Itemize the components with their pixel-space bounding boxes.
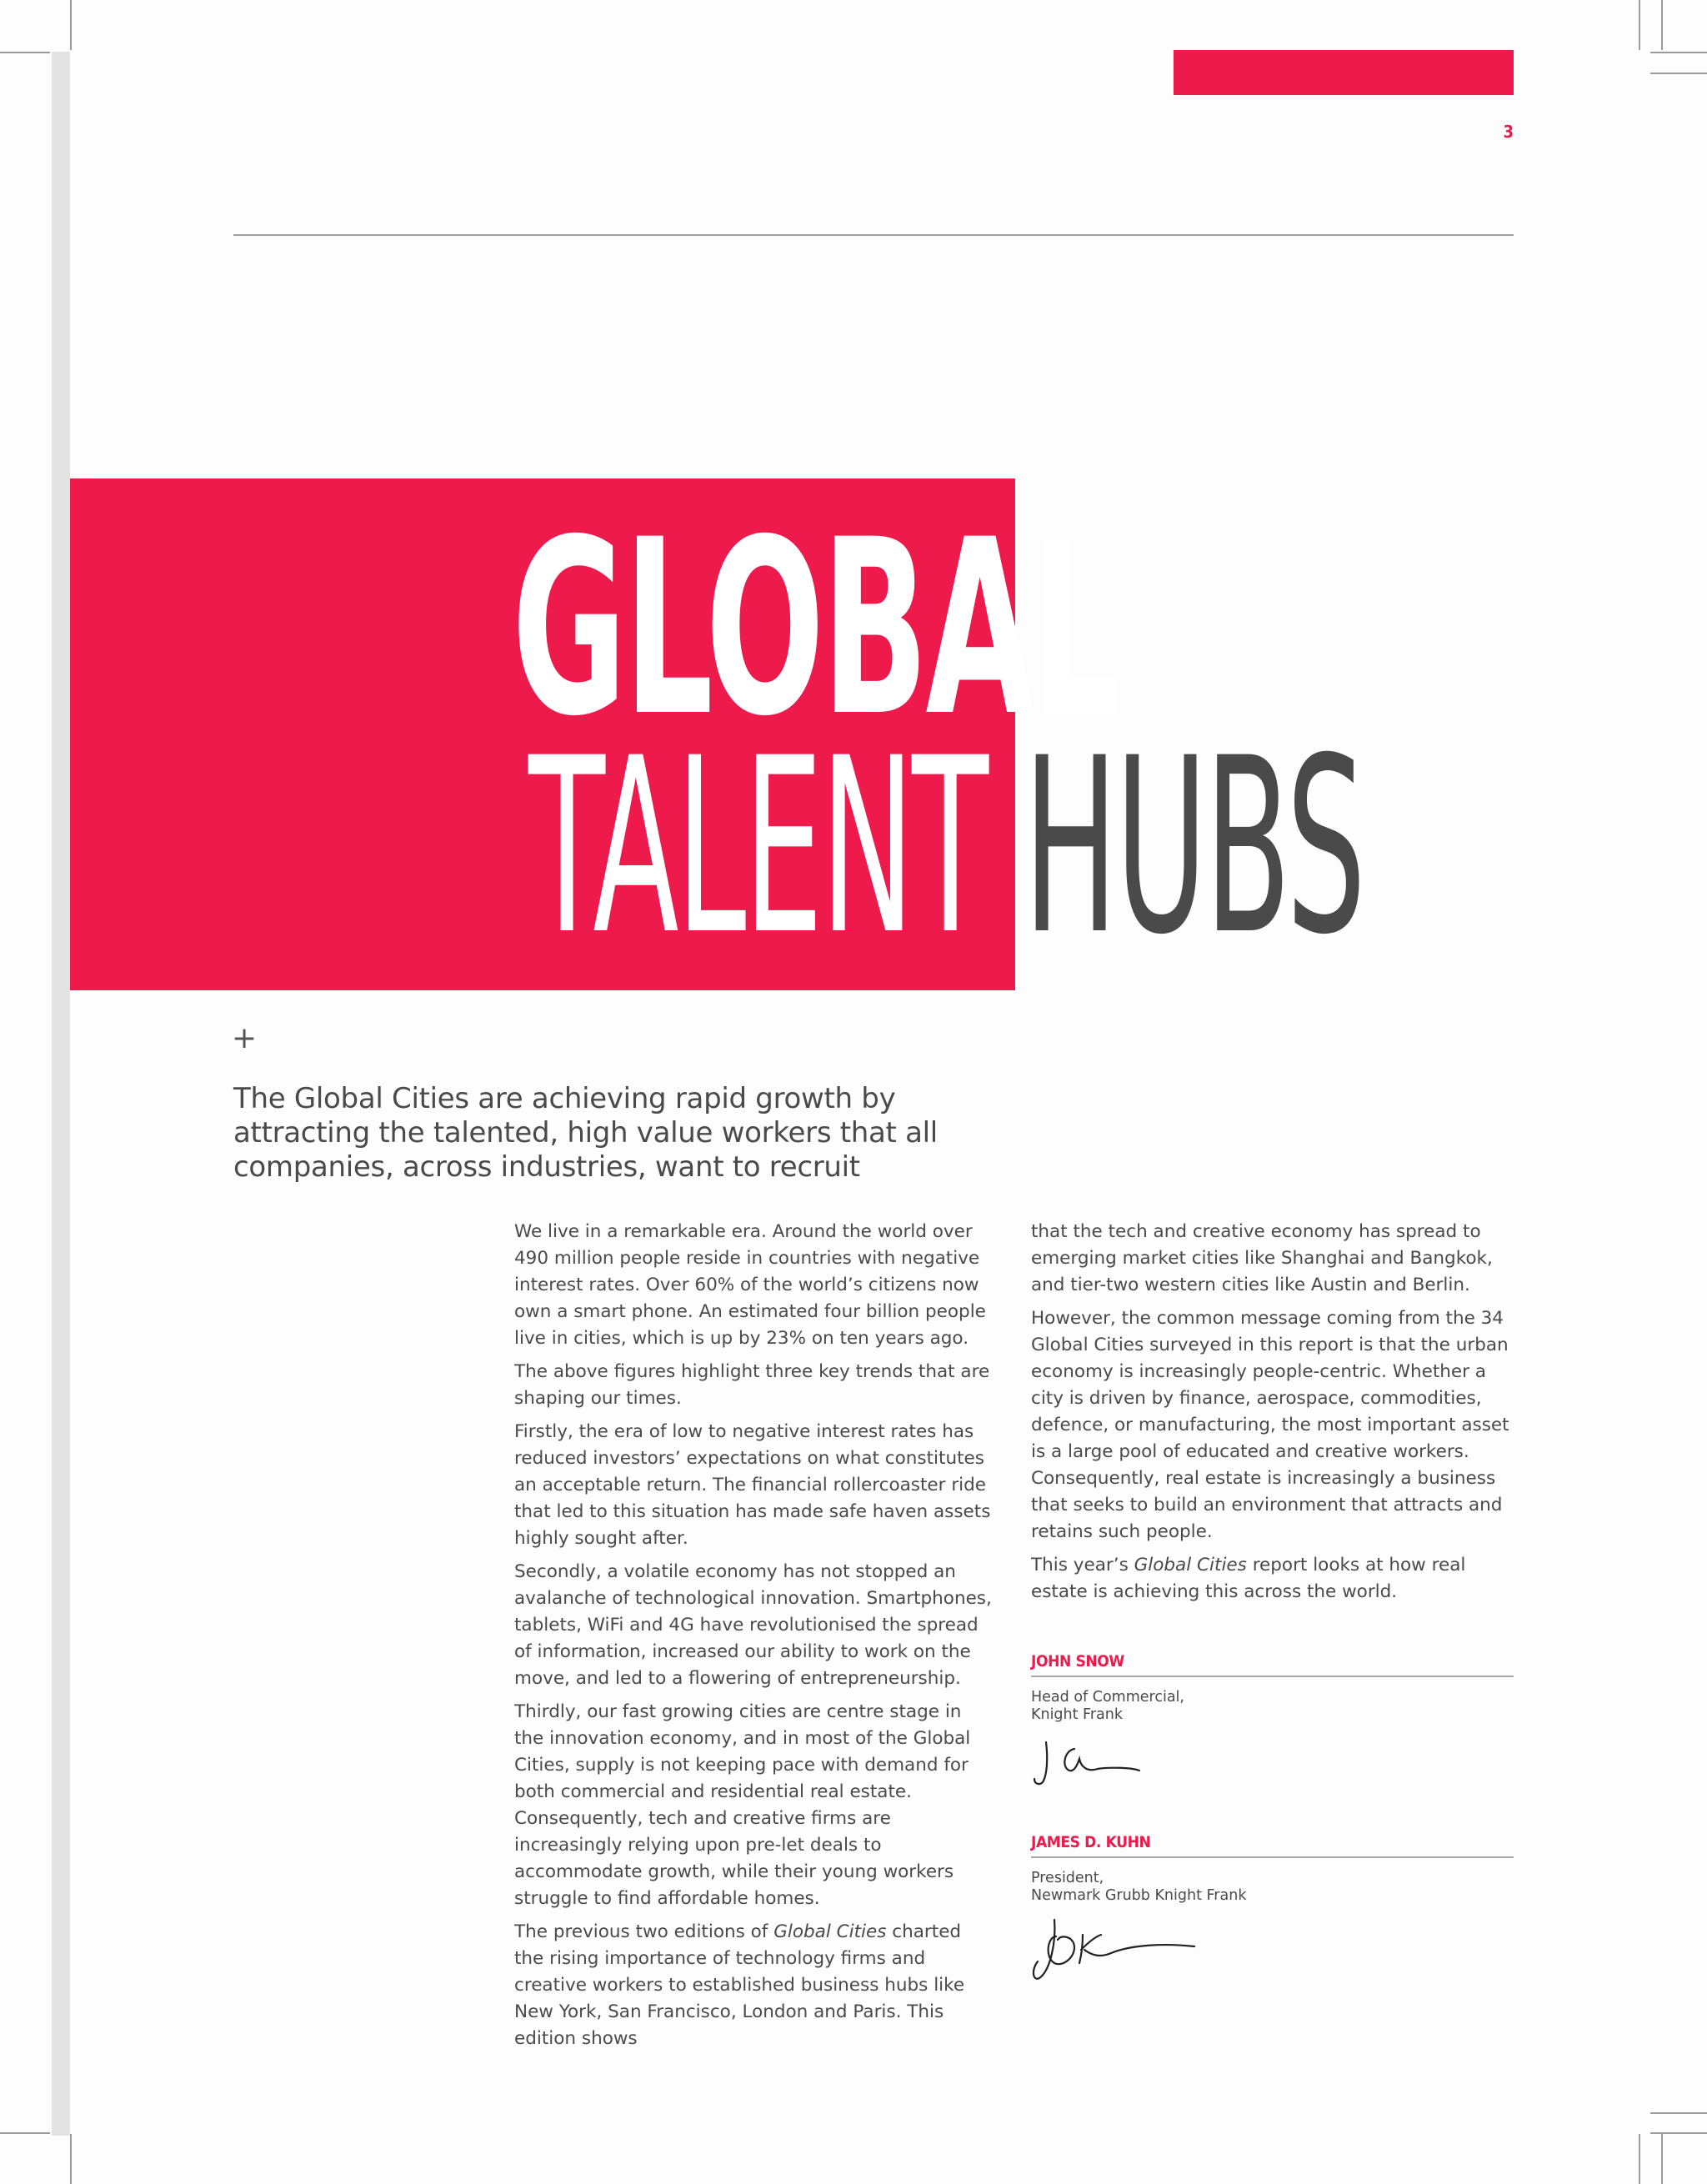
crop-mark (1650, 2132, 1707, 2134)
signatory-role (1031, 1689, 1514, 1724)
crop-mark (70, 2134, 72, 2184)
signatory-name: JOHN SNOW (1031, 1652, 1514, 1677)
body-paragraph: Secondly, a volatile economy has not stopped an avalanche of technological innovation. Smartphones, tablets, WiFi and 4G have revolutionised the spread of information, increased our ability to work on the move, and led to a flowering of entrepreneurship. (514, 1561, 992, 1689)
body-paragraph (514, 1919, 994, 2052)
body-paragraph: Thirdly, our fast growing cities are centre stage in the innovation economy, and in most of the Global Cities, supply is not keeping pace with demand for both commercial and residential real estate. Consequently, tech and creative firms are increasingly relying upon pre-let deals to accommodate growth, while their young workers struggle to find affordable homes. (514, 1701, 971, 1909)
signatory-name: JAMES D. KUHN (1031, 1833, 1514, 1858)
crop-mark (1650, 52, 1707, 53)
publication-title: Global Cities (1134, 1555, 1247, 1575)
crop-mark (0, 52, 50, 53)
page-number: 3 (1503, 122, 1514, 142)
role-line: Knight Frank (1031, 1706, 1123, 1723)
title-global: GLOBAL (512, 488, 1118, 769)
crop-mark (70, 0, 72, 50)
signatory-james-kuhn (1031, 1833, 1514, 1990)
body-paragraph: However, the common message coming from the 34 Global Cities surveyed in this report is that the urban economy is increasingly people-centric. Whether a city is driven by finance, aerospace, commodities, defence, or manufacturing, the most important asset is a large pool of educated and creative workers. Consequently, real estate is increasingly a business that seeks to build an environment that attracts and retains such people. (1031, 1308, 1509, 1542)
role-line: Head of Commercial, (1031, 1689, 1184, 1706)
text-run: report looks at how real estate is achieving this across the world. (1031, 1555, 1466, 1602)
title-talent: TALENT (528, 707, 987, 988)
crop-mark (1639, 0, 1640, 50)
crop-mark (1650, 73, 1707, 74)
crop-mark (1650, 2112, 1707, 2114)
publication-title: Global Cities (773, 1921, 887, 1942)
header-accent-bar (1174, 50, 1514, 95)
text-run: This year’s (1031, 1555, 1134, 1575)
signature-image (1031, 1911, 1198, 1986)
body-column-right (1031, 1219, 1511, 1612)
body-paragraph: The above figures highlight three key trends that are shaping our times. (514, 1361, 990, 1409)
page-gutter (52, 52, 70, 2136)
role-line: President, (1031, 1870, 1104, 1886)
body-paragraph (1031, 1552, 1511, 1605)
text-run: The previous two editions of (514, 1921, 774, 1942)
title-hubs: HUBS (1023, 707, 1364, 988)
header-rule (233, 234, 1514, 236)
crop-mark (1661, 2134, 1663, 2184)
signatory-john-snow (1031, 1652, 1514, 1801)
crop-mark (1661, 0, 1663, 50)
plus-marker: + (232, 1021, 258, 1055)
body-paragraph: Firstly, the era of low to negative interest rates has reduced investors’ expectations on what constitutes an acceptable return. The financial rollercoaster ride that led to this situation has made safe haven assets highly sought after. (514, 1421, 991, 1549)
body-column-left (514, 1219, 994, 2059)
body-paragraph: that the tech and creative economy has spread to emerging market cities like Shanghai and Bangkok, and tier-two western cities like Austin and Berlin. (1031, 1221, 1493, 1295)
title-line-2 (528, 707, 1364, 988)
signature-image (1031, 1731, 1164, 1797)
text-run: charted the rising importance of technology firms and creative workers to established business hubs like New York, San Francisco, London and Paris. This edition shows (514, 1921, 965, 2049)
crop-mark (0, 2132, 50, 2134)
role-line: Newmark Grubb Knight Frank (1031, 1887, 1247, 1904)
body-paragraph: We live in a remarkable era. Around the world over 490 million people reside in countries with negative interest rates. Over 60% of the world’s citizens now own a smart phone. An estimated four billion people live in cities, which is up by 23% on ten years ago. (514, 1221, 986, 1349)
signatory-role (1031, 1870, 1514, 1905)
lead-paragraph: The Global Cities are achieving rapid growth by attracting the talented, high value workers that all companies, across industries, want to recruit (233, 1082, 938, 1184)
crop-mark (1639, 2134, 1640, 2184)
